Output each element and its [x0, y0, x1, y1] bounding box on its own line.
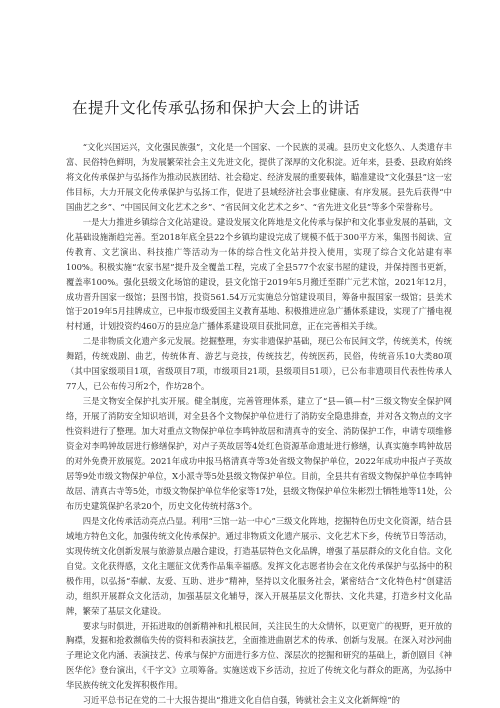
paragraph-cultural-activities: 四是文化传承活动亮点凸显。利用“三馆一站一中心”三级文化阵地，挖掘特色历史文化资源，结合县域地方特色文化，加强传统文化传承保护。通过非物质文化遗产展示、文化艺术下乡，传统节日等活动，实现传统文化创新发展与旅游景点融合建设，打造基层特色文化品牌，增强了基层群众的文化自信。文化自觉。文化获得感，文化主题征文优秀作品集幸福感。发挥文化志愿者协会在文化传承保护与弘扬中的积极作用，以弘扬“奉献、友爱、互助、进步”精神，坚持以文化服务社会，紧密结合“文化特色村”创建活动，组织开展群众文化活动，加强基层文化辅导，深入开展基层文化帮扶、文化共建，打造乡村文化品牌，繁荣了基层文化建设。 — [66, 515, 452, 616]
page-title: 在提升文化传承弘扬和保护大会上的讲话 — [72, 99, 361, 117]
document-body — [66, 140, 452, 708]
paragraph-innovation: 要求与时俱进，开拓进取的创新精神和扎根民间，关注民生的大众情怀，以更宽广的视野，更开放的胸襟，发掘和抢救濒临失传的资料和表演技艺，全面推进曲剧艺术的传承、创新与发展。在深入对沙河曲子理论文化内涵、表演技艺、传承与保护方面进行多方位、深层次的挖掘和研究的基础上，新创剧目《神医华佗》登台演出，《千字文》立项筹备。实施送戏下乡活动，拉近了传统文化与群众的距离，为弘扬中华民族传统文化发挥积极作用。 — [66, 620, 452, 691]
paragraph-relics-protection: 三是文物安全保护扎实开展。健全制度，完善管理体系，建立了“县—镇—村”三级文物安全保护网络，开展了消防安全知识培训，对全县各个文物保护单位进行了消防安全隐患排查，并对各文物点的文字性资料进行了整理。加大对重点文物保护单位李鸣钟故居和清真寺的安全、消防保护工作，申请专项维修资金对李鸣钟故居进行修缮保护，对卢子英故居等4处红色资源革命遗址进行修缮，认真实施李鸣钟故居的对外免费开放展览。2021年成功申报马格清真寺等3处省级文物保护单位，2022年成功申报卢子英故居等9处市级文物保护单位，X小派寺等5处县级文物保护单位。目前，全县共有省级文物保护单位李鸣钟故居、清真古寺等5处，市级文物保护单位华伦家等17处，县级文物保护单位朱彬烈士牺牲地等11处，公布历史建筑保护名录20个，历史文化传统村落3个。 — [66, 396, 452, 511]
paragraph-closing: 习近平总书记在党的二十大报告提出“推进文化自信自强，铸就社会主义文化新辉煌”的 — [82, 695, 400, 706]
paragraph-intro: “文化兴国运兴，文化强民族强”，文化是一个国家、一个民族的灵魂。县历史文化悠久、人类遗存丰富、民俗特色鲜明，为发展繁荣社会主义先进文化，提供了深厚的文化积淀。近年来，县委、县政府始终将文化传承保护与弘扬作为推动民族团结、社会稳定、经济发展的重要载体，瞄准建设“文化强县”这一宏伟目标，大力开展文化传承保护与弘扬工作，促进了县域经济社会事业健康、有序发展。县先后获得“中国曲艺之乡”、“中国民间文化艺术之乡”、“省民间文化艺术之乡”、“省先进文化县”等多个荣誉称号。 — [66, 142, 452, 212]
paragraph-intangible-heritage: 二是非物质文化遗产多元发展。挖掘整理，夯实非遗保护基础，现已公布民间文学，传统美术，传统舞蹈，传统戏剧、曲艺，传统体育、游艺与竞技，传统技艺，传统医药，民俗，传统音乐10大类80项（其中国家级项目1项，省级项目7项，市级项目21项，县级项目51项），已公布非遗项目代表性传承人77人，已公布传习所2个，作坊28个。 — [66, 336, 452, 392]
paragraph-cultural-stations: 一是大力推进乡镇综合文化站建设。建设发展文化阵地是文化传承与保护和文化事业发展的基础，文化基础设施渐趋完善。至2018年底全县22个乡镇均建设完成了规模不低于300平方米，集图书阅读、宣传教育、文艺演出、科技推广等活动为一体的综合性文化站并投入使用，实现了综合文化站建有率100%。积极实施“农家书屋”提升及全覆盖工程，完成了全县577个农家书屋的建设，并保持图书更新，覆盖率100%。强化县级文化场馆的建设，县文化馆于2019年5月搬迁至群广元艺术馆，2021年12月，成功晋升国家一级馆；县图书馆，投资561.54万元实施总分馆建设项目，筹备申报国家一级馆；县美术馆于2019年5月挂牌成立，已申报市级爱国主义教育基地、积极推进应急广播体系建设，实现了广播电视村村通，计划投资约460万的县应急广播体系建设项目获批同意，正在完善相关手续。 — [66, 216, 452, 332]
